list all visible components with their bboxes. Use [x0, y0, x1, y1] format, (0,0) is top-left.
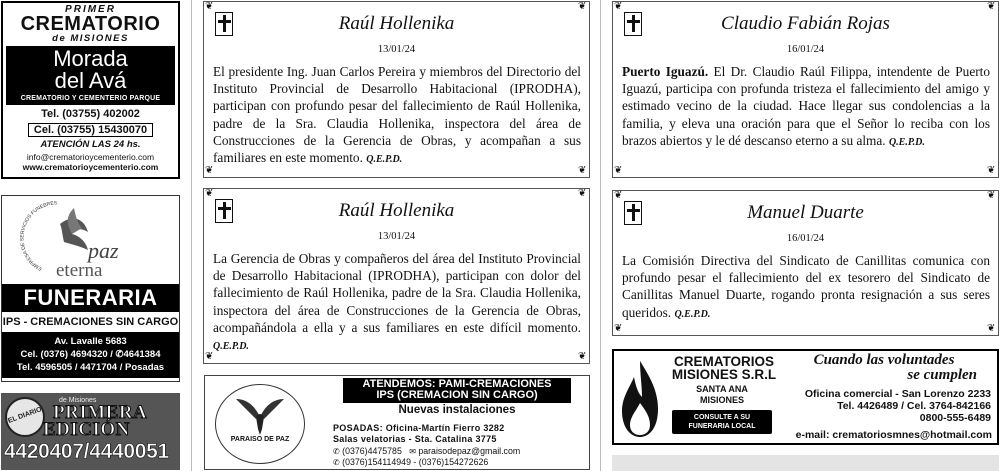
- notice-card-4: [612, 190, 999, 336]
- corner-ornament-icon: ❦: [205, 165, 214, 176]
- ad-morada-tel: Tel. (03755) 402002: [41, 108, 140, 120]
- pe-de-misiones: de Misiones: [59, 397, 97, 404]
- ad-morada-line2: del Avá: [54, 68, 127, 93]
- crematorios-consulte1: CONSULTE A SU: [693, 414, 751, 421]
- crematorios-consulte: [672, 410, 772, 434]
- corner-ornament-icon: ❦: [614, 323, 623, 334]
- paraiso-salas: Salas velatorias - Sta. Catalina 3775: [333, 434, 497, 444]
- ad-morada-line1: Morada: [53, 46, 128, 71]
- paraiso-contacts: [333, 446, 520, 468]
- ad-morada-web[interactable]: www.crematorioycementerio.com: [22, 162, 159, 172]
- ad-paz-contact: [2, 332, 179, 378]
- flame-icon: [620, 357, 660, 441]
- crematorios-misiones: MISIONES: [699, 395, 744, 405]
- notice-body: [622, 252, 990, 323]
- paz-eterna-logo: [2, 196, 179, 284]
- ad-funeraria: FUNERARIA: [2, 284, 179, 312]
- pe-line1: PRIMERA: [53, 402, 148, 423]
- crematorios-santa: SANTA ANA: [696, 384, 748, 394]
- crematorios-cuando2: se cumplen: [907, 367, 977, 383]
- corner-ornament-icon: ❦: [614, 1, 623, 12]
- corner-ornament-icon: ❦: [987, 323, 996, 334]
- crematorios-consulte2: FUNERARIA LOCAL: [688, 423, 756, 430]
- crematorios-title: [664, 355, 784, 381]
- paraiso-banner: [343, 378, 571, 403]
- crematorios-slogan: [779, 353, 989, 383]
- crematorios-info: [805, 388, 991, 424]
- paraiso-posadas: POSADAS: Oficina-Martín Fierro 3282: [333, 423, 505, 433]
- notice-lead: Puerto Iguazú.: [622, 64, 709, 79]
- pe-phones: 4420407/4440051: [4, 440, 169, 463]
- corner-ornament-icon: ❦: [205, 188, 214, 199]
- corner-ornament-icon: ❦: [614, 165, 623, 176]
- ad-paz-address: Av. Lavalle 5683: [54, 336, 127, 347]
- paraiso-banner-line1: ATENDEMOS: PAMI-CREMACIONES: [362, 378, 552, 390]
- notice-name: Raúl Hollenika: [338, 200, 455, 221]
- notice-text: El presidente Ing. Juan Carlos Pereira y miembros del Directorio del Instituto Provincial de Desarrollo Habitacional (IPRODHA), participan con profundo pesar del fallecimiento de Raúl Hollenika, padre de la Sra. Claudia Hollenika, inspectora del área de Construcciones de la Gerencia de Obras, y acompañan a sus familiares en este momento.: [213, 64, 581, 166]
- notice-date: 16/01/24: [786, 233, 825, 244]
- whatsapp-icon: ✆: [333, 458, 340, 467]
- logo-eterna: eterna: [56, 260, 103, 281]
- paraiso-phone2: (0376)154114949 - (0376)154272626: [342, 457, 489, 467]
- paraiso-phone1: (0376)4475785: [342, 446, 402, 456]
- paraiso-logo: [215, 384, 305, 464]
- notice-date: 13/01/24: [377, 44, 416, 55]
- notice-name: Claudio Fabián Rojas: [721, 13, 890, 34]
- notice-card-2: [203, 188, 590, 364]
- notice-text: La Comisión Directiva del Sindicato de Canillitas comunica con profundo pesar el fallecimiento del ex tesorero del Sindicato de Canillitas Manuel Duarte, rogando pronta resignación a sus seres queridos.: [622, 253, 990, 320]
- notice-date: 13/01/24: [377, 231, 416, 242]
- dove-icon: [216, 385, 303, 462]
- notice-text: El Dr. Claudio Raúl Filippa, intendente de Puerto Iguazú, participa con profunda tristeza el fallecimiento del amigo y estimado vecino de la ciudad. Hace llegar sus condolencias a la familia, y eleva una oración para que el Señor lo reciba con los brazos abiertos y le dé descanso eterno a su alma.: [622, 64, 990, 148]
- notice-date: 16/01/24: [786, 44, 825, 55]
- column-rule-right: [600, 0, 601, 471]
- crematorios-free: 0800-555-6489: [919, 412, 991, 424]
- notice-body: [213, 63, 581, 168]
- crematorios-title2: MISIONES S.R.L: [671, 367, 777, 382]
- badge-text: EL DIARIO: [7, 406, 43, 425]
- ad-paraiso-de-paz: [204, 375, 590, 470]
- ad-paz-tel: Tel. 4596505 / 4471704 / Posadas: [16, 362, 165, 373]
- corner-ornament-icon: ❦: [987, 190, 996, 201]
- corner-ornament-icon: ❦: [578, 1, 587, 12]
- notice-qepd: Q.E.P.D.: [888, 136, 925, 148]
- crematorios-office: Oficina comercial - San Lorenzo 2233: [804, 388, 991, 400]
- notice-qepd: Q.E.P.D.: [213, 341, 249, 353]
- paraiso-nuevas: Nuevas instalaciones: [398, 404, 516, 416]
- notice-card-3: [612, 1, 999, 178]
- crematorios-cuando1: Cuando las voluntades: [813, 352, 955, 368]
- ad-de-misiones: de MISIONES: [52, 33, 129, 44]
- ad-morada-tagline: CREMATORIO Y CEMENTERIO PARQUE: [20, 95, 161, 102]
- svg-text:EMPRESA DE SERVICIOS FUNEBRES: [19, 200, 58, 271]
- notice-body: [213, 250, 581, 355]
- corner-ornament-icon: ❦: [205, 1, 214, 12]
- corner-ornament-icon: ❦: [578, 188, 587, 199]
- notice-qepd: Q.E.P.D.: [674, 308, 711, 320]
- ad-morada-box: [6, 46, 175, 105]
- notice-card-1: [203, 1, 590, 178]
- corner-ornament-icon: ❦: [205, 351, 214, 362]
- crematorios-location: [664, 384, 780, 406]
- paraiso-email[interactable]: paraisodepaz@gmail.com: [418, 446, 521, 456]
- paraiso-banner-line2: IPS (CREMACION SIN CARGO): [376, 389, 538, 401]
- crematorios-title1: CREMATORIOS: [673, 354, 774, 369]
- paraiso-logo-text: PARAISO DE PAZ: [230, 436, 290, 443]
- ad-primera-edicion: [1, 393, 180, 470]
- corner-ornament-icon: ❦: [987, 165, 996, 176]
- corner-ornament-icon: ❦: [578, 351, 587, 362]
- corner-ornament-icon: ❦: [614, 190, 623, 201]
- column-rule-left: [191, 0, 192, 471]
- ad-morada-email[interactable]: info@crematorioycementerio.com: [26, 152, 155, 162]
- notice-name: Manuel Duarte: [747, 202, 864, 223]
- dove-icon: [2, 196, 181, 284]
- grey-strip: [612, 455, 999, 471]
- ad-ips: IPS - CREMACIONES SIN CARGO: [2, 316, 179, 328]
- ad-crematorios-misiones: [612, 349, 999, 445]
- notice-name: Raúl Hollenika: [338, 13, 455, 34]
- corner-ornament-icon: ❦: [987, 1, 996, 12]
- notice-body: [622, 63, 990, 151]
- ad-crematorio: CREMATORIO: [20, 13, 161, 35]
- el-diario-badge: [5, 397, 45, 437]
- ad-primer: PRIMER: [65, 4, 116, 15]
- logo-paz: paz: [88, 238, 119, 263]
- ad-paz-cel: Cel. (0376) 4694320 / ✆4641384: [20, 349, 161, 360]
- logo-arc-text: EMPRESA DE SERVICIOS FUNEBRES: [19, 200, 58, 272]
- ad-morada-cel: Cel. (03755) 15430070: [28, 123, 153, 137]
- whatsapp-icon: ✆: [333, 447, 340, 456]
- crematorios-mail[interactable]: e-mail: crematoriosmnes@hotmail.com: [795, 429, 992, 441]
- corner-ornament-icon: ❦: [578, 165, 587, 176]
- notice-text: La Gerencia de Obras y compañeros del área del Instituto Provincial de Desarrollo Habitacional (IPRODHA), participan con dolor del fallecimiento de Raúl Hollenika, padre de la Sra. Claudia Hollenika, inspectora del área de Construcciones de la Gerencia de Obras, acompañándola a ella y a sus familiares en este difícil momento.: [213, 251, 581, 335]
- crematorios-tel: Tel. 4426489 / Cel. 3764-842166: [837, 400, 991, 412]
- pe-line2: EDICIÓN: [43, 419, 130, 440]
- notice-qepd: Q.E.P.D.: [366, 154, 403, 166]
- mail-icon: ✉: [409, 447, 416, 456]
- paraiso-addresses: [333, 423, 505, 445]
- ad-morada-del-ava: [1, 1, 180, 179]
- ad-paz-eterna: [1, 195, 180, 382]
- ad-morada-attention: ATENCIÓN LAS 24 hs.: [40, 139, 141, 150]
